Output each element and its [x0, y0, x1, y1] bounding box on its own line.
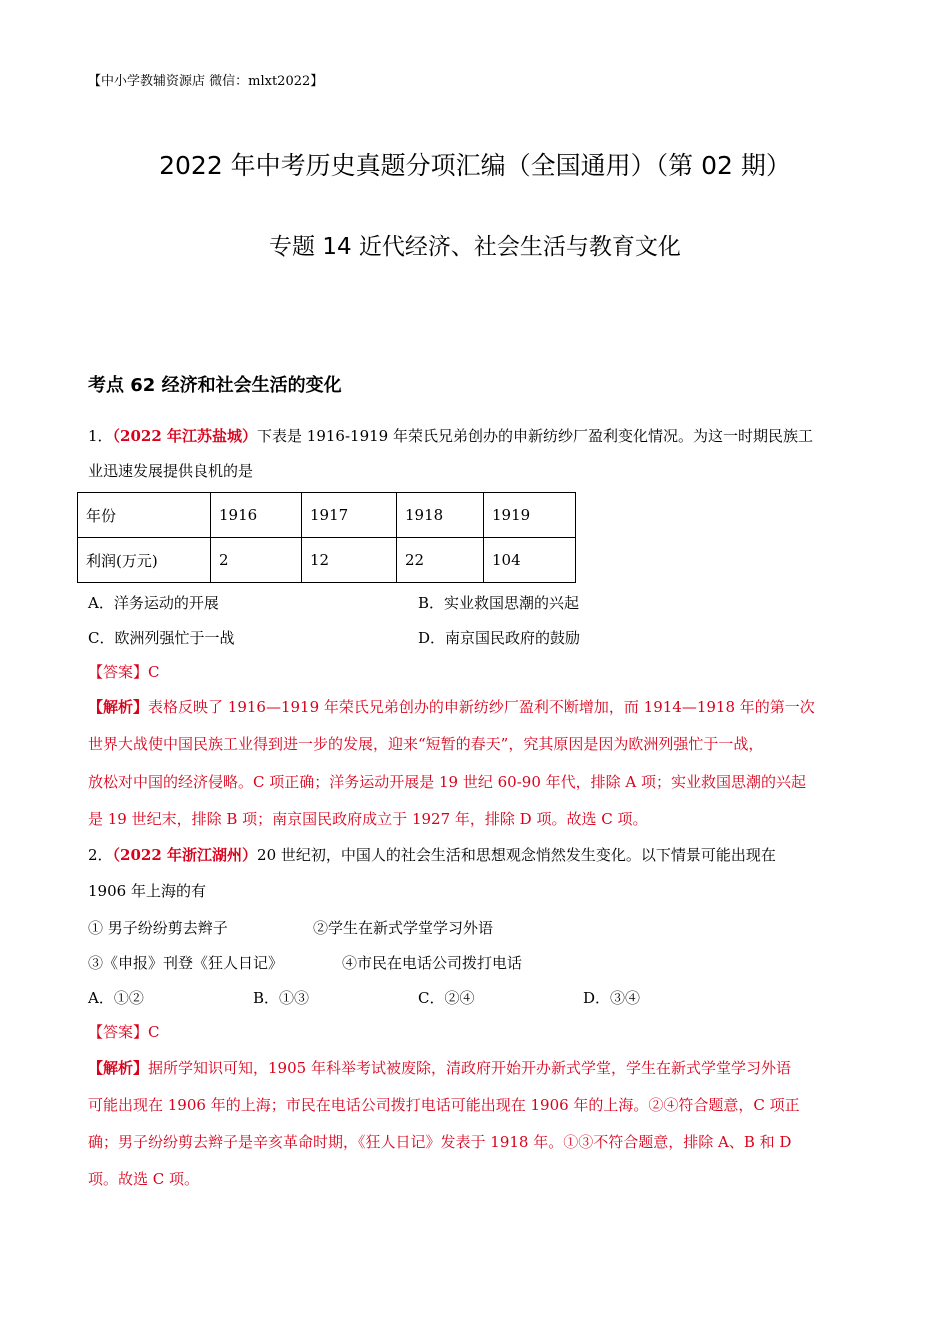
q1-analysis-line3: 放松对中国的经济侵略。C 项正确；洋务运动开展是 19 世纪 60-90 年代，排除 A 项；实业救国思潮的兴起 — [88, 773, 807, 791]
q2-answer: 【答案】C — [88, 1023, 160, 1041]
table-cell: 1918 — [397, 493, 484, 538]
q1-analysis-text: 表格反映了 1916—1919 年荣氏兄弟创办的申新纺纱厂盈利不断增加，而 1914—1918 年的第一次 — [148, 698, 815, 716]
q2-analysis-line3: 确；男子纷纷剪去辫子是辛亥革命时期，《狂人日记》发表于 1918 年。①③不符合题意，排除 A、B 和 D — [88, 1133, 792, 1151]
q2-stem-line1 — [88, 845, 776, 865]
q2-source: （2022 年浙江湖州） — [112, 846, 258, 864]
q2-item-2: ②学生在新式学堂学习外语 — [313, 919, 494, 937]
q1-number: 1． — [88, 427, 113, 445]
q2-analysis-label: 【解析】 — [88, 1059, 149, 1077]
q1-stem-line1 — [88, 426, 813, 446]
q1-analysis-label: 【解析】 — [88, 698, 149, 716]
q1-stem-text: 下表是 1916-1919 年荣氏兄弟创办的申新纺纱厂盈利变化情况。为这一时期民族工 — [257, 427, 813, 445]
document-title: 2022 年中考历史真题分项汇编（全国通用）（第 02 期） — [159, 151, 791, 180]
table-cell: 12 — [302, 538, 397, 583]
table-cell: 2 — [211, 538, 302, 583]
q1-analysis-line4: 是 19 世纪末，排除 B 项；南京国民政府成立于 1927 年，排除 D 项。故选 C 项。 — [88, 810, 648, 828]
q2-option-c: C．②④ — [418, 989, 475, 1007]
q1-stem-line2: 业迅速发展提供良机的是 — [88, 462, 254, 480]
q2-option-a: A．①② — [88, 989, 144, 1007]
table-cell: 1919 — [484, 493, 576, 538]
table-cell: 1917 — [302, 493, 397, 538]
q1-profit-table — [77, 492, 576, 583]
q1-source: （2022 年江苏盐城） — [112, 427, 258, 445]
q2-analysis-text: 据所学知识可知，1905 年科举考试被废除，清政府开始开办新式学堂，学生在新式学堂学习外语 — [148, 1059, 791, 1077]
q2-analysis-line2: 可能出现在 1906 年的上海；市民在电话公司拨打电话可能出现在 1906 年的上海。②④符合题意，C 项正 — [88, 1096, 800, 1114]
q1-option-a: A．洋务运动的开展 — [88, 594, 219, 612]
header-note: 【中小学教辅资源店 微信：mlxt2022】 — [88, 74, 324, 89]
table-cell: 1916 — [211, 493, 302, 538]
document-subtitle: 专题 14 近代经济、社会生活与教育文化 — [269, 234, 681, 260]
table-row — [78, 538, 576, 583]
table-cell: 22 — [397, 538, 484, 583]
table-cell: 利润(万元) — [78, 538, 211, 583]
q1-option-d: D．南京国民政府的鼓励 — [418, 629, 581, 647]
table-header-row — [78, 493, 576, 538]
q1-analysis-line1 — [88, 697, 815, 717]
q2-item-4: ④市民在电话公司拨打电话 — [342, 954, 523, 972]
q2-number: 2． — [88, 846, 113, 864]
q2-analysis-line4: 项。故选 C 项。 — [88, 1170, 200, 1188]
q2-stem-text: 20 世纪初，中国人的社会生活和思想观念悄然发生变化。以下情景可能出现在 — [257, 846, 776, 864]
table-cell: 年份 — [78, 493, 211, 538]
q2-option-b: B．①③ — [253, 989, 310, 1007]
q1-option-c: C．欧洲列强忙于一战 — [88, 629, 235, 647]
q2-analysis-line1 — [88, 1058, 791, 1078]
q1-answer: 【答案】C — [88, 663, 160, 681]
q2-item-3: ③《申报》刊登《狂人日记》 — [88, 954, 284, 972]
q2-option-d: D．③④ — [583, 989, 641, 1007]
q1-analysis-line2: 世界大战使中国民族工业得到进一步的发展，迎来“短暂的春天”，究其原因是因为欧洲列强忙于一战， — [88, 735, 764, 753]
q2-stem-line2: 1906 年上海的有 — [88, 882, 206, 900]
section-heading: 考点 62 经济和社会生活的变化 — [88, 375, 342, 396]
table-cell: 104 — [484, 538, 576, 583]
q2-item-1: ① 男子纷纷剪去辫子 — [88, 919, 228, 937]
q1-option-b: B．实业救国思潮的兴起 — [418, 594, 580, 612]
